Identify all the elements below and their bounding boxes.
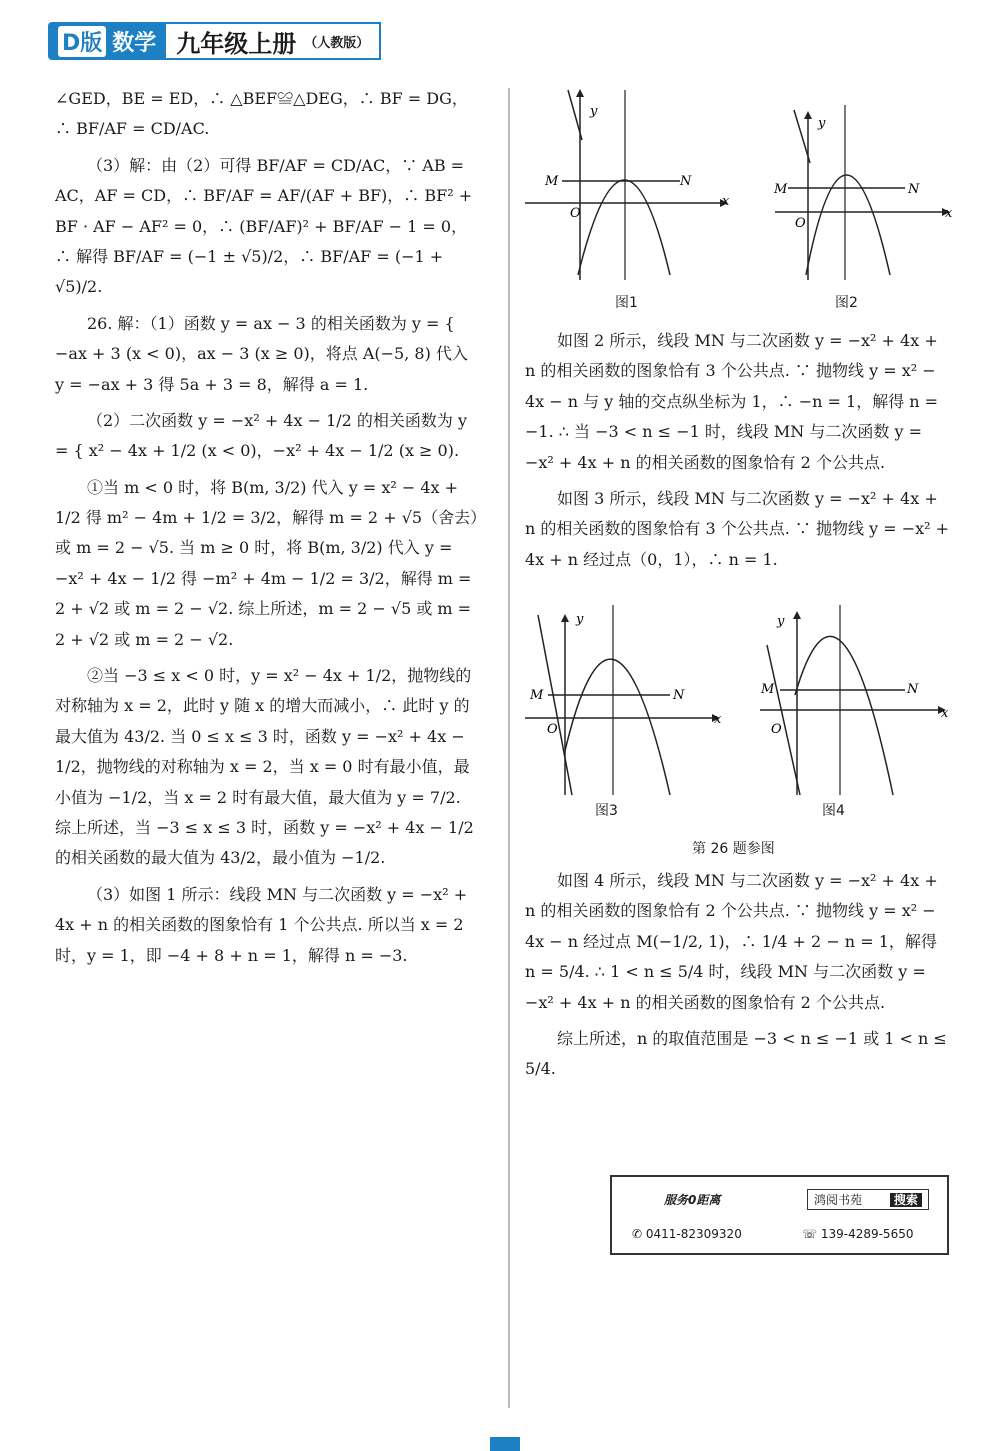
right-para-0: 如图 2 所示，线段 MN 与二次函数 y = −x² + 4x + n 的相关函数的图象恰有 3 个公共点. ∵ 抛物线 y = x² − 4x − n 与 y 轴的交点纵坐标为 1，∴ −n = 1，解得 n = −1. ∴ 当 −3 < n ≤ −1 时，线段 MN 与二次函数 y = −x² + 4x + n 的相关函数的图象恰有 2 个公共点. xyxy=(525,331,939,472)
left-para-0: ∠GED，BE = ED，∴ △BEF≌△DEG，∴ BF = DG，∴ BF/AF = CD/AC. xyxy=(55,89,468,139)
fig2-y-label: y xyxy=(818,116,826,131)
fig2-x-label: x xyxy=(945,206,953,221)
fig3-m-label: M xyxy=(530,688,544,703)
fig1-n-label: N xyxy=(680,174,692,189)
fig4-x-label: x xyxy=(941,706,949,721)
fig3-n-label: N xyxy=(673,688,685,703)
phone-mobile xyxy=(802,1227,913,1241)
fig2-caption: 图2 xyxy=(835,295,858,311)
fig2-o-label: O xyxy=(795,216,806,231)
fig1-y-label: y xyxy=(590,104,598,119)
fig2-m-label: M xyxy=(774,182,788,197)
fig4-o-label: O xyxy=(771,722,782,737)
fig2-n-label: N xyxy=(908,182,920,197)
figure-3 xyxy=(520,605,730,800)
page-number-tab xyxy=(490,1437,520,1451)
left-para-1: （3）解：由（2）可得 BF/AF = CD/AC，∵ AB = AC，AF = CD，∴ BF/AF = AF/(AF + BF)，∴ BF² + BF · AF − AF² = 0，∴ (BF/AF)² + BF/AF − 1 = 0，∴ 解得 BF/AF = (−1 ± √5)/2，∴ BF/AF = (−1 + √5)/2. xyxy=(55,155,473,297)
service-title: 服务0距离 xyxy=(664,1193,721,1207)
fig1-m-label: M xyxy=(545,174,559,189)
right-para-2: 如图 4 所示，线段 MN 与二次函数 y = −x² + 4x + n 的相关函数的图象恰有 2 个公共点. ∵ 抛物线 y = x² − 4x − n 经过点 M(−1/2, 1)，∴ 1/4 + 2 − n = 1，解得 n = 5/4. ∴ 1 < n ≤ 5/4 时，线段 MN 与二次函数 y = −x² + 4x + n 的相关函数的图象恰有 2 个公共点. xyxy=(525,871,938,1012)
phone-landline-number: 0411-82309320 xyxy=(645,1227,742,1241)
chat-icon: ☏ xyxy=(802,1227,821,1241)
phone-mobile-number: 139-4289-5650 xyxy=(820,1227,914,1241)
book-title xyxy=(166,22,381,60)
page-header xyxy=(48,20,381,62)
fig4-y-label: y xyxy=(777,614,785,629)
phone-icon: ✆ xyxy=(632,1227,646,1241)
fig1-caption: 图1 xyxy=(615,295,638,311)
fig3-o-label: O xyxy=(547,722,558,737)
right-para-3: 综上所述，n 的取值范围是 −3 < n ≤ −1 或 1 < n ≤ 5/4. xyxy=(525,1028,947,1079)
search-box[interactable] xyxy=(807,1189,929,1210)
series-badge xyxy=(48,22,166,60)
right-para-1: 如图 3 所示，线段 MN 与二次函数 y = −x² + 4x + n 的相关函数的图象恰有 3 个公共点. ∵ 抛物线 y = −x² + 4x + n 经过点（0，1），∴ n = 1. xyxy=(525,488,950,569)
fig4-caption: 图4 xyxy=(822,803,845,819)
figure-group-caption: 第 26 题参图 xyxy=(692,841,775,857)
subject-label: 数学 xyxy=(112,30,157,56)
left-column xyxy=(55,84,480,977)
version-label: D版 xyxy=(58,26,106,57)
grade-label: 九年级上册 xyxy=(176,28,297,58)
fig4-m-label: M xyxy=(761,682,775,697)
figure-4 xyxy=(755,605,955,800)
left-para-6: （3）如图 1 所示：线段 MN 与二次函数 y = −x² + 4x + n 的相关函数的图象恰有 1 个公共点. 所以当 x = 2 时，y = 1，即 −4 + 8 + n = 1，解得 n = −3. xyxy=(55,884,468,965)
search-button[interactable]: 搜索 xyxy=(890,1193,922,1207)
fig3-x-label: x xyxy=(714,712,722,727)
fig1-x-label: x xyxy=(722,194,730,209)
fig4-n-label: N xyxy=(907,682,919,697)
search-box-text: 鸿阅书苑 xyxy=(814,1193,863,1207)
right-column-top xyxy=(525,326,950,581)
left-para-3: （2）二次函数 y = −x² + 4x − 1/2 的相关函数为 y = { x² − 4x + 1/2 (x < 0)，−x² + 4x − 1/2 (x ≥ 0). xyxy=(55,410,468,461)
fig3-caption: 图3 xyxy=(595,803,618,819)
right-column-bottom xyxy=(525,866,950,1091)
left-para-4: ①当 m < 0 时，将 B(m, 3/2) 代入 y = x² − 4x + 1/2 得 m² − 4m + 1/2 = 3/2，解得 m = 2 + √5（舍去）或 m = 2 − √5. 当 m ≥ 0 时，将 B(m, 3/2) 代入 y = −x² + 4x − 1/2 得 −m² + 4m − 1/2 = 3/2，解得 m = 2 + √2 或 m = 2 − √2. 综上所述，m = 2 − √5 或 m = 2 + √2 或 m = 2 − √2. xyxy=(55,477,479,649)
phone-landline xyxy=(632,1227,742,1241)
service-box xyxy=(610,1175,949,1255)
fig3-y-label: y xyxy=(576,612,584,627)
left-para-5: ②当 −3 ≤ x < 0 时，y = x² − 4x + 1/2，抛物线的对称轴为 x = 2，此时 y 随 x 的增大而减小，∴ 此时 y 的最大值为 43/2. 当 0 ≤ x ≤ 3 时，函数 y = −x² + 4x − 1/2，抛物线的对称轴为 x = 2，当 x = 0 时有最小值，最小值为 −1/2，当 x = 2 时有最大值，最大值为 y = 7/2. 综上所述，当 −3 ≤ x ≤ 3 时，函数 y = −x² + 4x − 1/2 的相关函数的最大值为 43/2，最小值为 −1/2. xyxy=(55,666,474,868)
figure-1 xyxy=(520,85,735,285)
edition-label: （人教版） xyxy=(304,35,370,51)
fig1-o-label: O xyxy=(570,206,581,221)
column-divider xyxy=(508,88,510,1408)
figure-2 xyxy=(770,105,960,285)
left-para-2: 26. 解：（1）函数 y = ax − 3 的相关函数为 y = { −ax + 3 (x < 0)，ax − 3 (x ≥ 0)，将点 A(−5, 8) 代入 y = −ax + 3 得 5a + 3 = 8，解得 a = 1. xyxy=(55,313,468,394)
